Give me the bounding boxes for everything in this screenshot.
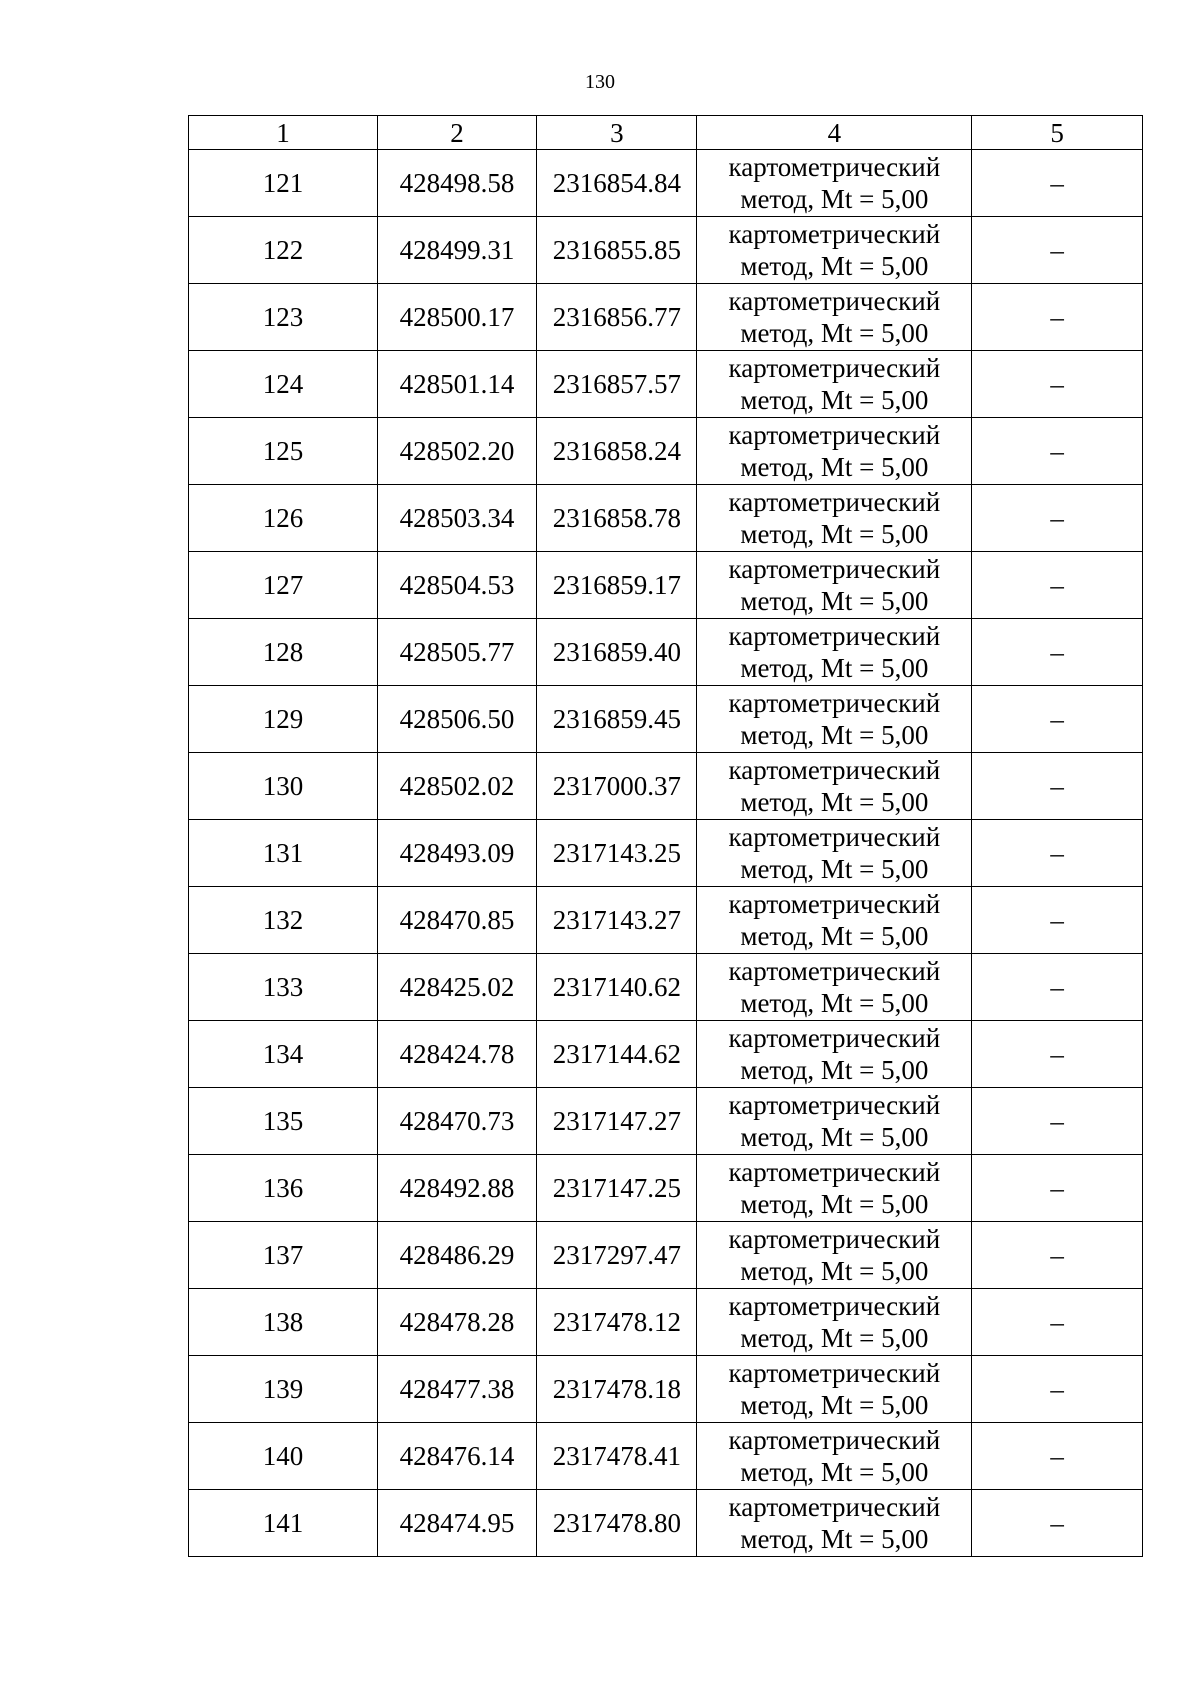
note-cell: – (972, 1356, 1143, 1423)
table-header-row (189, 116, 1143, 150)
table-row (189, 1289, 1143, 1356)
note-cell: – (972, 150, 1143, 217)
method-line-2: метод, Mt = 5,00 (740, 1524, 929, 1554)
table-row (189, 1088, 1143, 1155)
note-cell: – (972, 954, 1143, 1021)
coordinates-table (188, 115, 1143, 1557)
point-number-cell: 125 (189, 418, 378, 485)
y-coordinate-cell: 2317478.18 (537, 1356, 697, 1423)
method-line-1: картометрический (728, 1291, 941, 1321)
y-coordinate-cell: 2316859.17 (537, 552, 697, 619)
method-line-1: картометрический (728, 1090, 941, 1120)
note-cell: – (972, 686, 1143, 753)
y-coordinate-cell: 2316858.78 (537, 485, 697, 552)
x-coordinate-cell: 428478.28 (377, 1289, 536, 1356)
point-number-cell: 136 (189, 1155, 378, 1222)
method-line-1: картометрический (728, 554, 941, 584)
y-coordinate-cell: 2317144.62 (537, 1021, 697, 1088)
method-line-2: метод, Mt = 5,00 (740, 787, 929, 817)
method-line-2: метод, Mt = 5,00 (740, 921, 929, 951)
note-cell: – (972, 351, 1143, 418)
table-row (189, 418, 1143, 485)
note-cell: – (972, 619, 1143, 686)
method-line-2: метод, Mt = 5,00 (740, 251, 929, 281)
column-header: 2 (377, 116, 536, 150)
table-row (189, 954, 1143, 1021)
y-coordinate-cell: 2317143.27 (537, 887, 697, 954)
method-line-2: метод, Mt = 5,00 (740, 854, 929, 884)
method-cell (697, 150, 972, 217)
method-line-1: картометрический (728, 1358, 941, 1388)
y-coordinate-cell: 2317478.80 (537, 1490, 697, 1557)
method-cell (697, 217, 972, 284)
y-coordinate-cell: 2316854.84 (537, 150, 697, 217)
method-line-2: метод, Mt = 5,00 (740, 1122, 929, 1152)
method-line-1: картометрический (728, 956, 941, 986)
method-line-1: картометрический (728, 353, 941, 383)
note-cell: – (972, 1222, 1143, 1289)
y-coordinate-cell: 2316859.40 (537, 619, 697, 686)
y-coordinate-cell: 2317478.41 (537, 1423, 697, 1490)
x-coordinate-cell: 428470.73 (377, 1088, 536, 1155)
table-body (189, 150, 1143, 1557)
note-cell: – (972, 418, 1143, 485)
table-row (189, 753, 1143, 820)
method-cell (697, 753, 972, 820)
method-line-1: картометрический (728, 822, 941, 852)
method-line-2: метод, Mt = 5,00 (740, 586, 929, 616)
point-number-cell: 124 (189, 351, 378, 418)
method-line-2: метод, Mt = 5,00 (740, 1457, 929, 1487)
column-header: 3 (537, 116, 697, 150)
x-coordinate-cell: 428504.53 (377, 552, 536, 619)
x-coordinate-cell: 428493.09 (377, 820, 536, 887)
table-row (189, 619, 1143, 686)
table-row (189, 284, 1143, 351)
point-number-cell: 126 (189, 485, 378, 552)
table-row (189, 1423, 1143, 1490)
x-coordinate-cell: 428499.31 (377, 217, 536, 284)
table-row (189, 1356, 1143, 1423)
note-cell: – (972, 1490, 1143, 1557)
point-number-cell: 138 (189, 1289, 378, 1356)
x-coordinate-cell: 428476.14 (377, 1423, 536, 1490)
table-row (189, 485, 1143, 552)
method-line-1: картометрический (728, 688, 941, 718)
point-number-cell: 123 (189, 284, 378, 351)
x-coordinate-cell: 428470.85 (377, 887, 536, 954)
x-coordinate-cell: 428503.34 (377, 485, 536, 552)
x-coordinate-cell: 428486.29 (377, 1222, 536, 1289)
table-row (189, 686, 1143, 753)
y-coordinate-cell: 2317147.27 (537, 1088, 697, 1155)
method-cell (697, 1289, 972, 1356)
column-header: 5 (972, 116, 1143, 150)
y-coordinate-cell: 2316855.85 (537, 217, 697, 284)
x-coordinate-cell: 428424.78 (377, 1021, 536, 1088)
point-number-cell: 127 (189, 552, 378, 619)
table-row (189, 552, 1143, 619)
point-number-cell: 132 (189, 887, 378, 954)
table-row (189, 1155, 1143, 1222)
method-line-2: метод, Mt = 5,00 (740, 1323, 929, 1353)
x-coordinate-cell: 428506.50 (377, 686, 536, 753)
x-coordinate-cell: 428425.02 (377, 954, 536, 1021)
point-number-cell: 139 (189, 1356, 378, 1423)
method-cell (697, 1155, 972, 1222)
method-line-2: метод, Mt = 5,00 (740, 385, 929, 415)
x-coordinate-cell: 428501.14 (377, 351, 536, 418)
x-coordinate-cell: 428474.95 (377, 1490, 536, 1557)
method-cell (697, 284, 972, 351)
table-row (189, 351, 1143, 418)
method-cell (697, 1222, 972, 1289)
note-cell: – (972, 753, 1143, 820)
y-coordinate-cell: 2316858.24 (537, 418, 697, 485)
method-cell (697, 351, 972, 418)
note-cell: – (972, 552, 1143, 619)
method-line-1: картометрический (728, 755, 941, 785)
y-coordinate-cell: 2316856.77 (537, 284, 697, 351)
method-line-1: картометрический (728, 1157, 941, 1187)
point-number-cell: 141 (189, 1490, 378, 1557)
column-header: 4 (697, 116, 972, 150)
method-line-2: метод, Mt = 5,00 (740, 519, 929, 549)
method-cell (697, 954, 972, 1021)
method-line-1: картометрический (728, 487, 941, 517)
y-coordinate-cell: 2316859.45 (537, 686, 697, 753)
method-cell (697, 1490, 972, 1557)
x-coordinate-cell: 428477.38 (377, 1356, 536, 1423)
y-coordinate-cell: 2317478.12 (537, 1289, 697, 1356)
method-line-2: метод, Mt = 5,00 (740, 1390, 929, 1420)
method-line-2: метод, Mt = 5,00 (740, 653, 929, 683)
table-row (189, 1222, 1143, 1289)
method-line-1: картометрический (728, 1224, 941, 1254)
note-cell: – (972, 485, 1143, 552)
point-number-cell: 121 (189, 150, 378, 217)
y-coordinate-cell: 2317147.25 (537, 1155, 697, 1222)
point-number-cell: 129 (189, 686, 378, 753)
y-coordinate-cell: 2317140.62 (537, 954, 697, 1021)
method-line-2: метод, Mt = 5,00 (740, 318, 929, 348)
method-cell (697, 485, 972, 552)
method-line-2: метод, Mt = 5,00 (740, 988, 929, 1018)
note-cell: – (972, 1423, 1143, 1490)
point-number-cell: 122 (189, 217, 378, 284)
method-line-1: картометрический (728, 152, 941, 182)
method-line-1: картометрический (728, 621, 941, 651)
note-cell: – (972, 887, 1143, 954)
point-number-cell: 131 (189, 820, 378, 887)
method-line-1: картометрический (728, 1023, 941, 1053)
method-line-1: картометрический (728, 889, 941, 919)
method-cell (697, 418, 972, 485)
method-cell (697, 887, 972, 954)
note-cell: – (972, 284, 1143, 351)
x-coordinate-cell: 428498.58 (377, 150, 536, 217)
method-cell (697, 820, 972, 887)
point-number-cell: 137 (189, 1222, 378, 1289)
column-header: 1 (189, 116, 378, 150)
point-number-cell: 134 (189, 1021, 378, 1088)
method-line-1: картометрический (728, 1492, 941, 1522)
method-line-2: метод, Mt = 5,00 (740, 1256, 929, 1286)
page-number: 130 (585, 71, 615, 93)
point-number-cell: 135 (189, 1088, 378, 1155)
method-line-2: метод, Mt = 5,00 (740, 720, 929, 750)
method-line-2: метод, Mt = 5,00 (740, 452, 929, 482)
method-cell (697, 552, 972, 619)
note-cell: – (972, 1088, 1143, 1155)
note-cell: – (972, 217, 1143, 284)
table-row (189, 217, 1143, 284)
y-coordinate-cell: 2317000.37 (537, 753, 697, 820)
table-row (189, 150, 1143, 217)
point-number-cell: 130 (189, 753, 378, 820)
note-cell: – (972, 1021, 1143, 1088)
x-coordinate-cell: 428500.17 (377, 284, 536, 351)
x-coordinate-cell: 428502.02 (377, 753, 536, 820)
method-cell (697, 1088, 972, 1155)
note-cell: – (972, 1155, 1143, 1222)
method-line-2: метод, Mt = 5,00 (740, 1189, 929, 1219)
method-line-1: картометрический (728, 219, 941, 249)
method-line-2: метод, Mt = 5,00 (740, 1055, 929, 1085)
table-row (189, 1021, 1143, 1088)
method-cell (697, 686, 972, 753)
note-cell: – (972, 820, 1143, 887)
method-cell (697, 1356, 972, 1423)
y-coordinate-cell: 2317297.47 (537, 1222, 697, 1289)
method-cell (697, 1021, 972, 1088)
method-cell (697, 619, 972, 686)
x-coordinate-cell: 428505.77 (377, 619, 536, 686)
x-coordinate-cell: 428502.20 (377, 418, 536, 485)
method-line-2: метод, Mt = 5,00 (740, 184, 929, 214)
method-line-1: картометрический (728, 286, 941, 316)
table-row (189, 887, 1143, 954)
x-coordinate-cell: 428492.88 (377, 1155, 536, 1222)
point-number-cell: 133 (189, 954, 378, 1021)
point-number-cell: 128 (189, 619, 378, 686)
y-coordinate-cell: 2316857.57 (537, 351, 697, 418)
note-cell: – (972, 1289, 1143, 1356)
method-cell (697, 1423, 972, 1490)
y-coordinate-cell: 2317143.25 (537, 820, 697, 887)
method-line-1: картометрический (728, 1425, 941, 1455)
table-row (189, 820, 1143, 887)
method-line-1: картометрический (728, 420, 941, 450)
point-number-cell: 140 (189, 1423, 378, 1490)
table-row (189, 1490, 1143, 1557)
